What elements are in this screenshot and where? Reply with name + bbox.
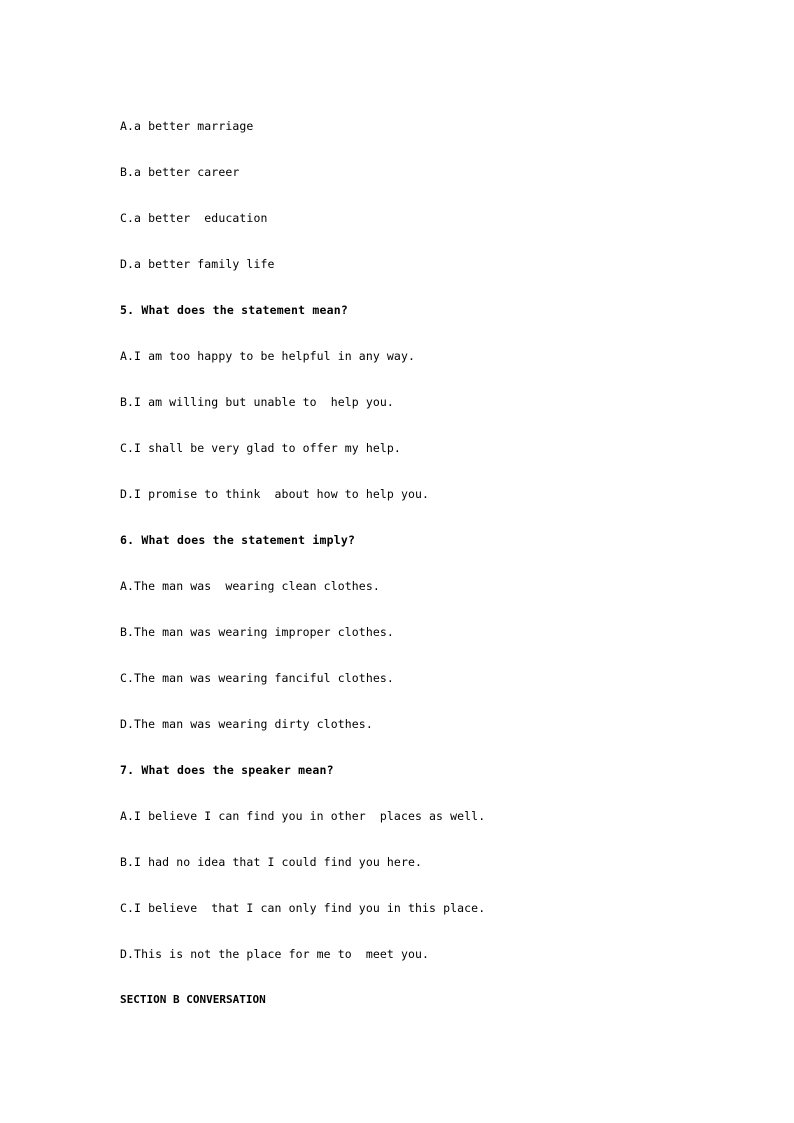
q5-option-b: B.I am willing but unable to help you. <box>120 395 394 409</box>
q5-question: 5. What does the statement mean? <box>120 303 348 317</box>
q4-option-b: B.a better career <box>120 165 240 179</box>
q5-option-a: A.I am too happy to be helpful in any way. <box>120 349 415 363</box>
q6-option-b: B.The man was wearing improper clothes. <box>120 625 394 639</box>
q6-question: 6. What does the statement imply? <box>120 533 356 547</box>
q7-question: 7. What does the speaker mean? <box>120 763 334 777</box>
q6-option-a: A.The man was wearing clean clothes. <box>120 579 380 593</box>
q6-option-d: D.The man was wearing dirty clothes. <box>120 717 373 731</box>
q6-option-c: C.The man was wearing fanciful clothes. <box>120 671 394 685</box>
q7-option-d: D.This is not the place for me to meet you. <box>120 947 430 961</box>
section-heading: SECTION B CONVERSATION <box>120 993 266 1006</box>
q7-option-b: B.I had no idea that I could find you here. <box>120 855 423 869</box>
q5-option-c: C.I shall be very glad to offer my help. <box>120 441 401 455</box>
q5-option-d: D.I promise to think about how to help you. <box>120 487 430 501</box>
q7-option-c: C.I believe that I can only find you in this place. <box>120 901 486 915</box>
q4-option-d: D.a better family life <box>120 257 275 271</box>
q4-option-a: A.a better marriage <box>120 119 254 133</box>
q4-option-c: C.a better education <box>120 211 268 225</box>
q7-option-a: A.I believe I can find you in other places as well. <box>120 809 486 823</box>
